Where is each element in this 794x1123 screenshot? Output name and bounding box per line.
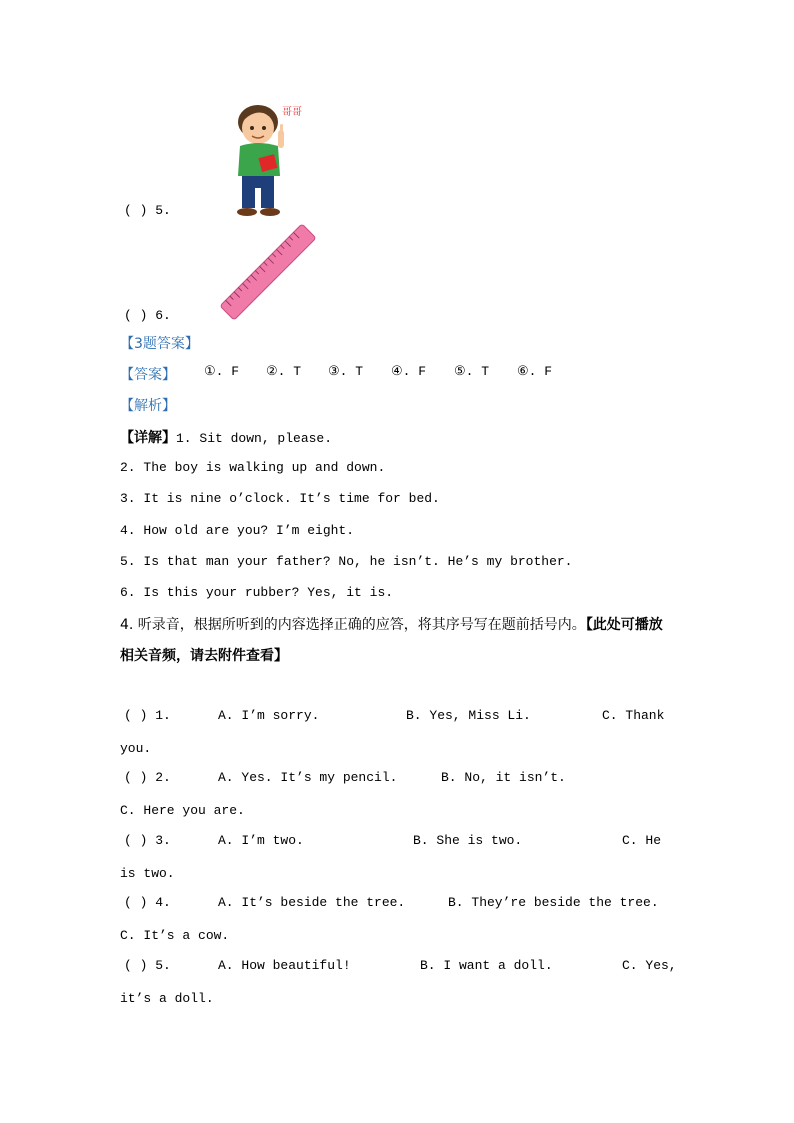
answer-row: [120, 364, 580, 384]
detail-text-1: 1. Sit down, please.: [176, 431, 333, 446]
q3-num: ( ) 3.: [124, 833, 171, 848]
q3-option-c-tail: is two.: [120, 866, 175, 881]
q2-option-c: C. Here you are.: [120, 803, 245, 818]
analysis-label: 【解析】: [120, 398, 176, 414]
answer-6: ⑥. F: [517, 364, 553, 379]
answer-4: ④. F: [391, 364, 427, 379]
ruler-illustration: [218, 224, 318, 320]
detail-line-1: [120, 427, 332, 447]
boy-illustration: [222, 100, 312, 218]
section4-prompt-bold: 【此处可播放: [585, 617, 663, 633]
q1-option-c-head: C. Thank: [602, 708, 665, 723]
detail-label: 【详解】: [120, 430, 176, 446]
detail-line-5: 5. Is that man your father? No, he isn’t. He’s my brother.: [120, 554, 573, 569]
detail-line-6: 6. Is this your rubber? Yes, it is.: [120, 585, 394, 600]
section4-prompt-text: 4. 听录音，根据所听到的内容选择正确的应答，将其序号写在题前括号内。: [120, 617, 586, 633]
detail-line-3: 3. It is nine o’clock. It’s time for bed.: [120, 491, 440, 506]
q1-option-a: A. I’m sorry.: [218, 708, 320, 723]
answer-label: 【答案】: [120, 367, 176, 383]
answer-2: ②. T: [266, 364, 302, 379]
answer-1: ①. F: [204, 364, 240, 379]
item-5-label: ( ) 5.: [124, 203, 171, 218]
q4-num: ( ) 4.: [124, 895, 171, 910]
section4-prompt-line2: 相关音频，请去附件查看】: [120, 648, 288, 664]
q5-option-c-head: C. Yes,: [622, 958, 677, 973]
q4-option-c: C. It’s a cow.: [120, 928, 230, 943]
q1-num: ( ) 1.: [124, 708, 171, 723]
q2-num: ( ) 2.: [124, 770, 171, 785]
section4-prompt: [120, 614, 663, 634]
q1-option-b: B. Yes, Miss Li.: [406, 708, 531, 723]
q2-option-a: A. Yes. It’s my pencil.: [218, 770, 398, 785]
q5-option-b: B. I want a doll.: [420, 958, 553, 973]
q3-option-b: B. She is two.: [413, 833, 523, 848]
q5-option-a: A. How beautiful!: [218, 958, 351, 973]
detail-line-2: 2. The boy is walking up and down.: [120, 460, 386, 475]
boy-caption: 哥哥: [282, 107, 302, 118]
item-6-label: ( ) 6.: [124, 308, 171, 323]
answer-3: ③. T: [328, 364, 364, 379]
q4-option-b: B. They’re beside the tree.: [448, 895, 659, 910]
q3-option-c-head: C. He: [622, 833, 662, 848]
q3-option-a: A. I’m two.: [218, 833, 304, 848]
section3-heading: 【3题答案】: [120, 336, 199, 352]
q2-option-b: B. No, it isn’t.: [441, 770, 566, 785]
q4-option-a: A. It’s beside the tree.: [218, 895, 406, 910]
answer-5: ⑤. T: [454, 364, 490, 379]
q5-option-c-tail: it’s a doll.: [120, 991, 214, 1006]
q1-option-c-tail: you.: [120, 741, 152, 756]
detail-line-4: 4. How old are you? I’m eight.: [120, 523, 355, 538]
q5-num: ( ) 5.: [124, 958, 171, 973]
